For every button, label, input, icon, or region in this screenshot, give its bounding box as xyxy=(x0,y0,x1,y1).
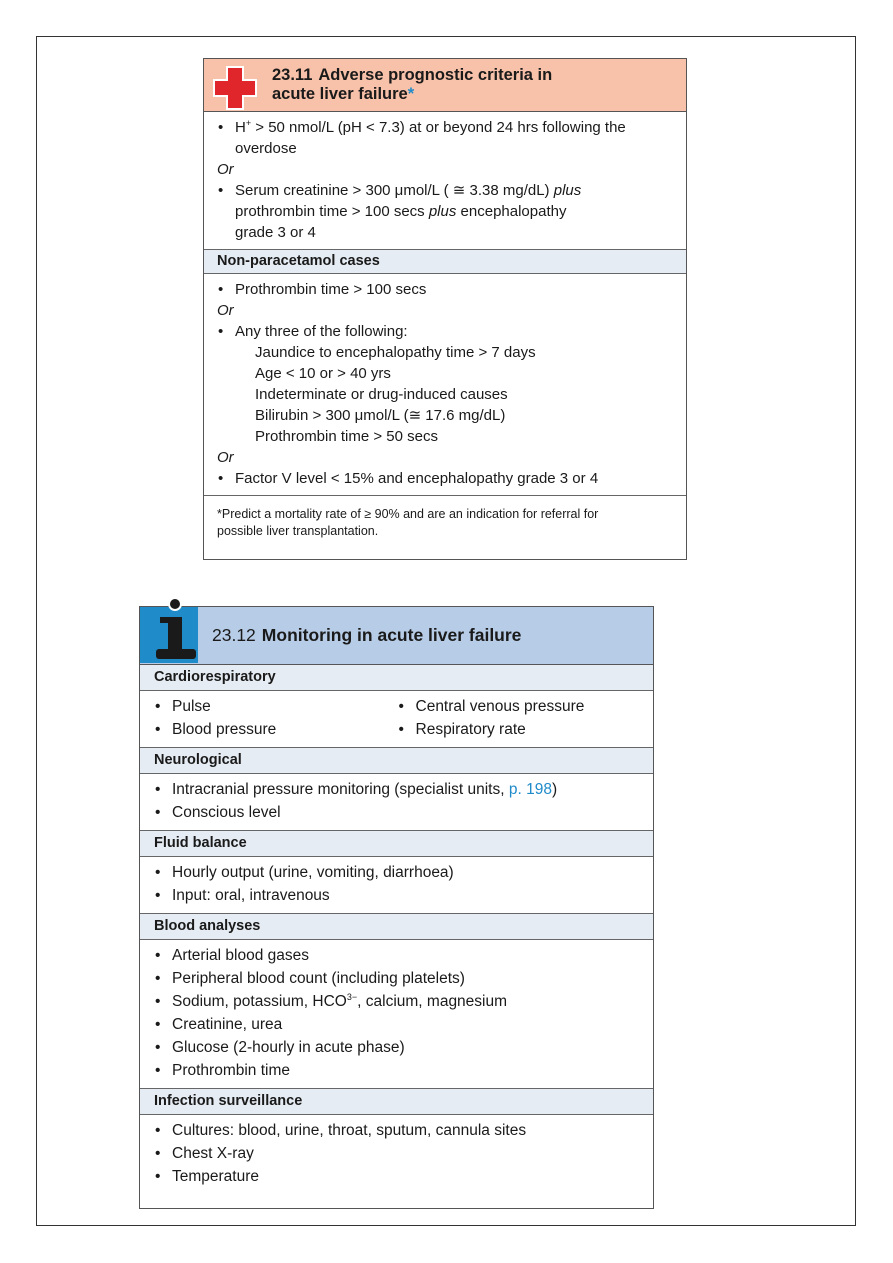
list-item: • Intracranial pressure monitoring (specialist units, p. 198) xyxy=(154,778,641,801)
box-23-12-header xyxy=(140,607,653,665)
box-23-11-title xyxy=(272,66,552,104)
footnote-star: * xyxy=(407,85,415,103)
list-item: • Central venous pressure xyxy=(398,695,642,718)
box-23-12-title xyxy=(212,625,521,646)
red-cross-icon xyxy=(210,63,260,113)
paracetamol-criteria xyxy=(204,112,686,249)
fluid-balance-list xyxy=(140,857,653,913)
blood-analyses-list xyxy=(140,940,653,1088)
non-paracetamol-criteria xyxy=(204,274,686,495)
section-header-non-paracetamol: Non-paracetamol cases xyxy=(204,249,686,274)
page-reference-link[interactable]: p. 198 xyxy=(508,781,552,798)
list-item: • Cultures: blood, urine, throat, sputum, cannula sites xyxy=(154,1119,641,1142)
list-item: • Conscious level xyxy=(154,801,641,824)
section-header-fluid-balance: Fluid balance xyxy=(140,830,653,857)
list-item: • Glucose (2-hourly in acute phase) xyxy=(154,1036,641,1059)
section-header-infection-surveillance: Infection surveillance xyxy=(140,1088,653,1115)
section-header-blood-analyses: Blood analyses xyxy=(140,913,653,940)
list-item: • Prothrombin time xyxy=(154,1059,641,1082)
title-line2: acute liver failure xyxy=(272,85,408,103)
box-number: 23.11 xyxy=(272,66,313,84)
list-item: • Blood pressure xyxy=(154,718,398,741)
sub-item: Indeterminate or drug-induced causes xyxy=(255,386,508,403)
cardiorespiratory-list xyxy=(140,691,653,747)
sub-item: Bilirubin > 300 μmol/L (≅ 17.6 mg/dL) xyxy=(255,407,506,424)
list-item: • Peripheral blood count (including platelets) xyxy=(154,967,641,990)
list-item: • Any three of the following: xyxy=(217,321,674,342)
footnote: *Predict a mortality rate of ≥ 90% and are an indication for referral for possible liver transplantation. xyxy=(204,495,686,540)
title-text: Monitoring in acute liver failure xyxy=(261,625,522,645)
sub-item: Age < 10 or > 40 yrs xyxy=(255,365,391,382)
or-label: Or xyxy=(217,302,234,319)
list-item: • Chest X-ray xyxy=(154,1142,641,1165)
list-item: • Serum creatinine > 300 μmol/L ( ≅ 3.38 mg/dL) plus prothrombin time > 100 secs plus encephalopathy grade 3 or 4 xyxy=(217,180,674,243)
section-header-neurological: Neurological xyxy=(140,747,653,774)
section-header-cardiorespiratory: Cardiorespiratory xyxy=(140,665,653,691)
list-item: • Respiratory rate xyxy=(398,718,642,741)
box-23-12 xyxy=(139,606,654,1209)
or-label: Or xyxy=(217,161,234,178)
box-23-11-header xyxy=(204,59,686,112)
list-item: • Creatinine, urea xyxy=(154,1013,641,1036)
list-item: • Temperature xyxy=(154,1165,641,1188)
or-label: Or xyxy=(217,449,234,466)
list-item: • Pulse xyxy=(154,695,398,718)
title-line1: Adverse prognostic criteria in xyxy=(318,66,553,84)
infection-surveillance-list xyxy=(140,1115,653,1194)
list-item: • Sodium, potassium, $HCO^{3-}$, calcium, magnesium xyxy=(154,990,641,1013)
sub-item: Jaundice to encephalopathy time > 7 days xyxy=(255,344,536,361)
list-item: • Arterial blood gases xyxy=(154,944,641,967)
neurological-list xyxy=(140,774,653,830)
list-item: • Hourly output (urine, vomiting, diarrhoea) xyxy=(154,861,641,884)
info-icon xyxy=(138,597,200,667)
box-number: 23.12 xyxy=(212,625,256,645)
sub-item: Prothrombin time > 50 secs xyxy=(255,428,438,445)
list-item: • Input: oral, intravenous xyxy=(154,884,641,907)
box-23-11 xyxy=(203,58,687,560)
list-item: • Factor V level < 15% and encephalopathy grade 3 or 4 xyxy=(217,468,674,489)
list-item: • H+ > 50 nmol/L (pH < 7.3) at or beyond 24 hrs following the overdose xyxy=(217,117,674,159)
list-item: • Prothrombin time > 100 secs xyxy=(217,279,674,300)
